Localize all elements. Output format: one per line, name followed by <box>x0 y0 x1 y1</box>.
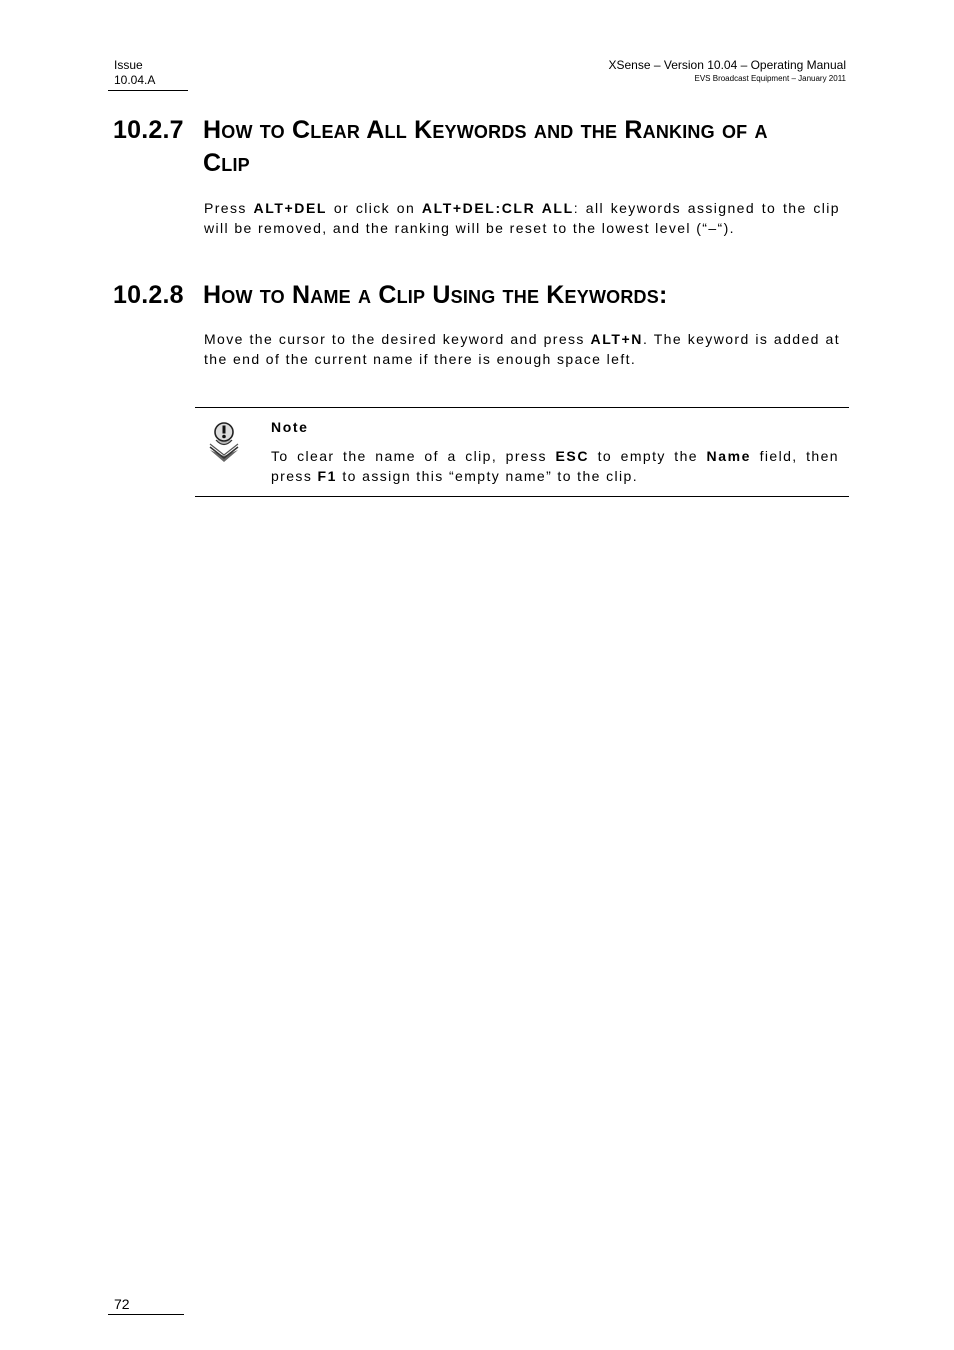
note-icon <box>207 420 241 464</box>
footer <box>114 1296 130 1312</box>
header-rule <box>108 90 188 91</box>
text: or click on <box>327 200 422 216</box>
footer-rule <box>108 1314 184 1315</box>
text: field, then press <box>271 448 839 484</box>
text: To clear the name of a clip, press <box>271 448 556 464</box>
section-paragraph-clear <box>204 199 840 238</box>
section-number: 10.2.7 <box>113 116 184 144</box>
header-issue <box>114 58 155 88</box>
shortcut-key: ALT+N <box>590 331 643 347</box>
section-title-line2: Clip <box>203 149 250 177</box>
text: to empty the <box>589 448 707 464</box>
issue-label: Issue <box>114 58 143 72</box>
manual-title: XSense – Version 10.04 – Operating Manual <box>608 58 846 72</box>
field-name: Name <box>706 448 752 464</box>
section-heading-10-2-7 <box>113 114 813 180</box>
section-title-line1: How to Clear All Keywords and the Ranking of a <box>203 116 768 144</box>
note-title: Note <box>271 419 309 435</box>
shortcut-key: F1 <box>317 467 338 484</box>
text: Move the cursor to the desired keyword and press <box>204 331 591 347</box>
header-title-block <box>609 58 847 84</box>
text: to assign this “empty name” to the clip. <box>337 467 639 484</box>
section-title: How to Name a Clip Using the Keywords: <box>203 281 668 309</box>
note-box <box>195 407 849 497</box>
text: : all keywords assigned to the clip will be removed, and the ranking will be reset to the lowest level (“–“). <box>204 200 840 236</box>
note-text <box>271 447 839 486</box>
shortcut-key: ALT+DEL:CLR ALL <box>421 200 574 216</box>
issue-number: 10.04.A <box>114 73 156 87</box>
shortcut-key: ALT+DEL <box>253 200 328 216</box>
section-heading-10-2-8 <box>113 279 813 312</box>
manual-subtitle: EVS Broadcast Equipment – January 2011 <box>694 74 846 83</box>
section-number: 10.2.8 <box>113 281 184 309</box>
text: . The keyword is added at the end of the current name if there is enough space left. <box>204 331 840 367</box>
page-number: 72 <box>114 1296 130 1312</box>
text: Press <box>204 200 254 216</box>
section-paragraph-name <box>204 330 840 369</box>
shortcut-key: ESC <box>555 448 590 464</box>
